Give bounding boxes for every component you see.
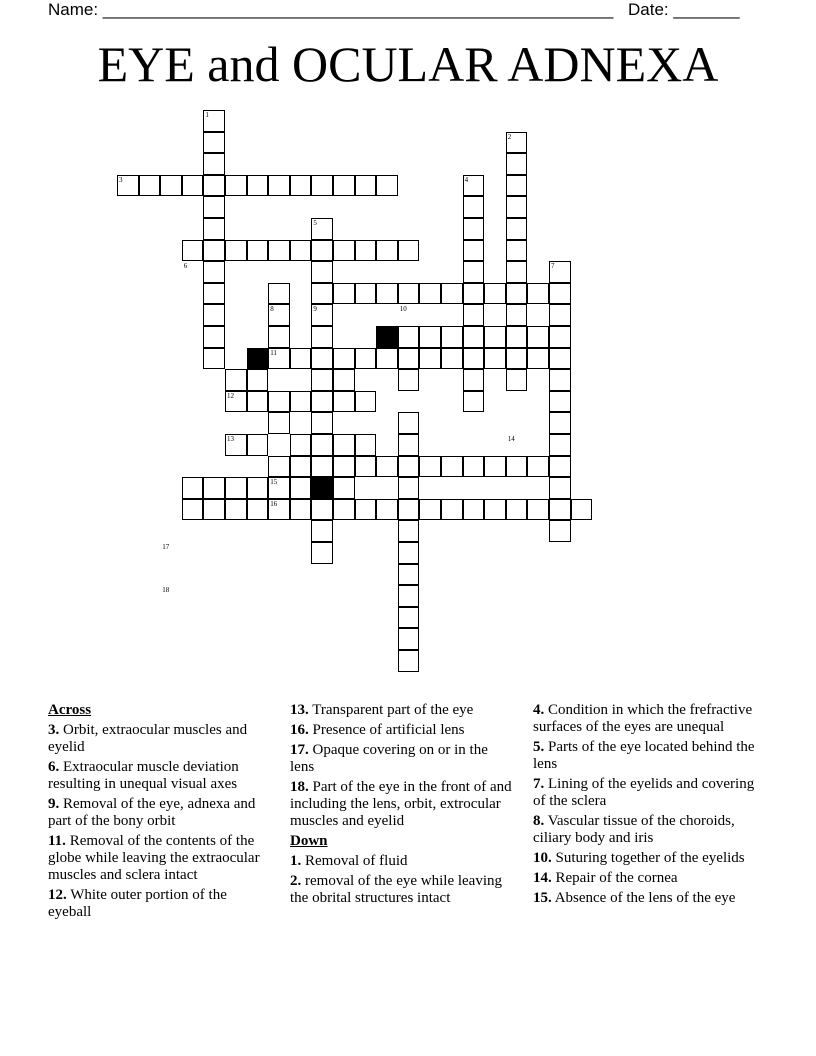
grid-cell[interactable] [419,456,441,478]
grid-cell[interactable] [463,456,485,478]
grid-cell[interactable] [333,391,355,413]
clue-down-1: 1. Removal of fluid [290,853,408,869]
grid-block-cell [311,477,333,499]
grid-cell[interactable] [376,348,398,370]
clue-across-16: 16. Presence of artificial lens [290,722,465,738]
grid-cell[interactable] [333,477,355,499]
grid-cell[interactable] [290,434,312,456]
grid-cell[interactable] [203,175,225,197]
grid-cell[interactable] [484,283,506,305]
grid-cell[interactable] [484,326,506,348]
grid-cell[interactable] [355,434,377,456]
grid-cell[interactable] [203,477,225,499]
grid-cell[interactable] [203,261,225,283]
grid-cell[interactable] [463,348,485,370]
grid-cell[interactable] [290,240,312,262]
grid-cell[interactable] [419,326,441,348]
grid-cell[interactable] [355,283,377,305]
grid-cell[interactable] [419,348,441,370]
page-title: EYE and OCULAR ADNEXA [97,36,719,92]
grid-cell[interactable] [203,499,225,521]
grid-cell[interactable] [398,240,420,262]
grid-cell[interactable] [333,434,355,456]
grid-cell[interactable] [355,391,377,413]
clue-number-8: 8 [270,305,274,314]
grid-cell[interactable] [419,499,441,521]
grid-cell[interactable] [484,499,506,521]
grid-cell[interactable] [247,175,269,197]
grid-cell[interactable] [506,348,528,370]
clue-number-1: 1 [205,111,209,119]
grid-cell[interactable] [549,520,571,542]
clue-number-7: 7 [551,262,555,271]
grid-cell[interactable] [225,369,247,391]
grid-cell[interactable] [527,283,549,305]
grid-cell[interactable] [398,499,420,521]
grid-cell[interactable] [225,499,247,521]
grid-cell[interactable] [182,477,204,499]
grid-cell[interactable] [398,412,420,434]
grid-cell[interactable] [398,650,420,672]
grid-cell[interactable] [376,499,398,521]
name-field[interactable]: Name: ______________________________________________________ [48,0,614,19]
clue-across-18: 18. Part of the eye in the front of and including the lens, orbit, extrocular muscles and eyelid [290,779,512,829]
clue-across-6: 6. Extraocular muscle deviation resulting in unequal visual axes [48,759,239,792]
grid-cell[interactable] [527,348,549,370]
grid-cell[interactable] [268,283,290,305]
grid-cell[interactable] [203,348,225,370]
grid-cell[interactable] [549,304,571,326]
grid-cell[interactable] [398,520,420,542]
grid-cell[interactable] [247,499,269,521]
grid-cell[interactable] [333,240,355,262]
grid-cell[interactable] [398,369,420,391]
grid-cell[interactable] [247,391,269,413]
grid-cell[interactable] [311,348,333,370]
clue-down-15: 15. Absence of the lens of the eye [533,890,736,906]
grid-cell[interactable] [311,326,333,348]
clue-down-2: 2. removal of the eye while leaving the obrital structures intact [290,873,503,906]
grid-cell[interactable] [311,283,333,305]
grid-cell[interactable] [463,218,485,240]
grid-cell[interactable] [311,434,333,456]
grid-cell[interactable] [376,456,398,478]
grid-cell[interactable] [290,391,312,413]
grid-cell[interactable] [506,196,528,218]
grid-cell[interactable] [463,499,485,521]
clue-across-9: 9. Removal of the eye, adnexa and part of the bony orbit [48,796,256,829]
grid-cell[interactable] [268,326,290,348]
grid-cell[interactable] [549,499,571,521]
grid-cell[interactable] [311,456,333,478]
grid-cell[interactable] [311,175,333,197]
clue-across-3: 3. Orbit, extraocular muscles and eyelid [48,722,248,755]
grid-cell[interactable] [139,175,161,197]
grid-cell[interactable] [290,499,312,521]
grid-cell[interactable] [268,240,290,262]
grid-cell[interactable] [571,499,593,521]
clue-down-10: 10. Suturing together of the eyelids [533,850,745,866]
grid-cell[interactable] [549,326,571,348]
grid-cell[interactable] [484,348,506,370]
grid-cell[interactable] [203,153,225,175]
clue-number-11: 11 [270,348,277,357]
grid-cell[interactable] [506,153,528,175]
date-field[interactable]: Date: _______ [628,0,740,19]
grid-cell[interactable] [203,196,225,218]
grid-cell[interactable] [311,261,333,283]
grid-cell[interactable] [506,456,528,478]
grid-cell[interactable] [268,175,290,197]
grid-cell[interactable] [311,542,333,564]
grid-cell[interactable] [290,348,312,370]
grid-cell[interactable] [398,434,420,456]
grid-cell[interactable] [398,477,420,499]
clue-number-18: 18 [162,586,170,595]
grid-cell[interactable] [549,283,571,305]
grid-cell[interactable] [311,240,333,262]
grid-cell[interactable] [441,499,463,521]
grid-cell[interactable] [182,499,204,521]
grid-cell[interactable] [441,283,463,305]
grid-cell[interactable] [506,326,528,348]
grid-cell[interactable] [506,499,528,521]
grid-cell[interactable] [311,391,333,413]
grid-cell[interactable] [463,240,485,262]
grid-cell[interactable] [376,175,398,197]
grid-cell[interactable] [355,348,377,370]
clues-column-2 [290,702,512,910]
grid-cell[interactable] [527,326,549,348]
grid-cell[interactable] [333,369,355,391]
grid-cell[interactable] [355,240,377,262]
clue-down-14: 14. Repair of the cornea [533,870,678,886]
grid-cell[interactable] [290,456,312,478]
grid-cell[interactable] [182,240,204,262]
grid-cell[interactable] [398,607,420,629]
grid-cell[interactable] [311,369,333,391]
clue-number-14: 14 [507,435,515,443]
grid-cell[interactable] [549,391,571,413]
clue-number-17: 17 [162,543,170,551]
grid-cell[interactable] [527,499,549,521]
grid-cell[interactable] [182,175,204,197]
grid-cell[interactable] [398,348,420,370]
clue-down-8: 8. Vascular tissue of the choroids, ciliary body and iris [533,813,735,846]
grid-cell[interactable] [506,261,528,283]
clue-across-12: 12. White outer portion of the eyeball [48,887,227,920]
grid-cell[interactable] [203,240,225,262]
grid-cell[interactable] [247,240,269,262]
grid-cell[interactable] [463,304,485,326]
grid-cell[interactable] [549,412,571,434]
grid-cell[interactable] [506,369,528,391]
grid-cell[interactable] [398,326,420,348]
grid-cell[interactable] [268,412,290,434]
grid-cell[interactable] [203,304,225,326]
grid-cell[interactable] [268,391,290,413]
grid-cell[interactable] [506,175,528,197]
header [48,0,748,20]
grid-cell[interactable] [290,175,312,197]
grid-cell[interactable] [333,175,355,197]
grid-cell[interactable] [506,283,528,305]
grid-cell[interactable] [247,434,269,456]
grid-block-cell [376,326,398,348]
grid-cell[interactable] [333,499,355,521]
grid-cell[interactable] [463,196,485,218]
grid-cell[interactable] [463,283,485,305]
grid-cell[interactable] [506,240,528,262]
grid-cell[interactable] [376,240,398,262]
grid-cell[interactable] [549,456,571,478]
grid-cell[interactable] [247,369,269,391]
clue-number-2: 2 [507,132,512,141]
clue-across-13: 13. Transparent part of the eye [290,702,474,718]
grid-cell[interactable] [549,434,571,456]
grid-block-cell [247,348,269,370]
grid-cell[interactable] [225,240,247,262]
clue-down-4: 4. Condition in which the frefractive surfaces of the eyes are unequal [533,702,753,735]
grid-cell[interactable] [441,456,463,478]
grid-cell[interactable] [203,283,225,305]
grid-cell[interactable] [355,456,377,478]
grid-cell[interactable] [463,369,485,391]
grid-cell[interactable] [355,499,377,521]
clue-number-4: 4 [464,175,469,184]
grid-cell[interactable] [463,261,485,283]
clue-number-5: 5 [313,219,317,227]
grid-cell[interactable] [398,585,420,607]
grid-cell[interactable] [398,564,420,586]
grid-cell[interactable] [549,477,571,499]
clue-number-6: 6 [183,262,188,271]
clues-column-1 [48,702,270,924]
clue-number-12: 12 [227,391,234,400]
grid-cell[interactable] [441,326,463,348]
clue-number-10: 10 [399,305,407,314]
clue-number-13: 13 [227,435,234,443]
grid-cell[interactable] [463,326,485,348]
grid-cell[interactable] [506,218,528,240]
clue-across-17: 17. Opaque covering on or in the lens [290,742,488,775]
clues-column-3 [533,702,763,910]
grid-cell[interactable] [398,283,420,305]
grid-cell[interactable] [225,477,247,499]
grid-cell[interactable] [463,391,485,413]
clue-down-7: 7. Lining of the eyelids and covering of the sclera [533,776,755,809]
down-heading: Down [290,833,328,849]
grid-cell[interactable] [203,218,225,240]
grid-cell[interactable] [376,283,398,305]
grid-cell[interactable] [247,477,269,499]
grid-cell[interactable] [527,456,549,478]
grid-cell[interactable] [398,542,420,564]
grid-cell[interactable] [290,477,312,499]
grid-cell[interactable] [355,175,377,197]
grid-cell[interactable] [311,499,333,521]
grid-cell[interactable] [311,520,333,542]
grid-cell[interactable] [203,132,225,154]
clue-number-16: 16 [270,499,278,508]
clue-across-11: 11. Removal of the contents of the globe while leaving the extraocular muscles and sclera intact [48,833,260,883]
grid-cell[interactable] [549,369,571,391]
clue-number-9: 9 [313,305,317,314]
grid-cell[interactable] [333,348,355,370]
grid-cell[interactable] [203,326,225,348]
grid-cell[interactable] [398,628,420,650]
grid-cell[interactable] [225,175,247,197]
clue-down-5: 5. Parts of the eye located behind the lens [533,739,755,772]
grid-cell[interactable] [398,456,420,478]
clue-number-3: 3 [119,175,123,184]
clue-number-15: 15 [270,478,278,487]
grid-cell[interactable] [160,175,182,197]
grid-cell[interactable] [268,456,290,478]
across-heading: Across [48,702,92,718]
grid-cell[interactable] [484,456,506,478]
grid-cell[interactable] [333,283,355,305]
grid-cell[interactable] [311,412,333,434]
grid-cell[interactable] [419,283,441,305]
grid-cell[interactable] [441,348,463,370]
grid-cell[interactable] [506,304,528,326]
grid-cell[interactable] [333,456,355,478]
grid-cell[interactable] [549,348,571,370]
